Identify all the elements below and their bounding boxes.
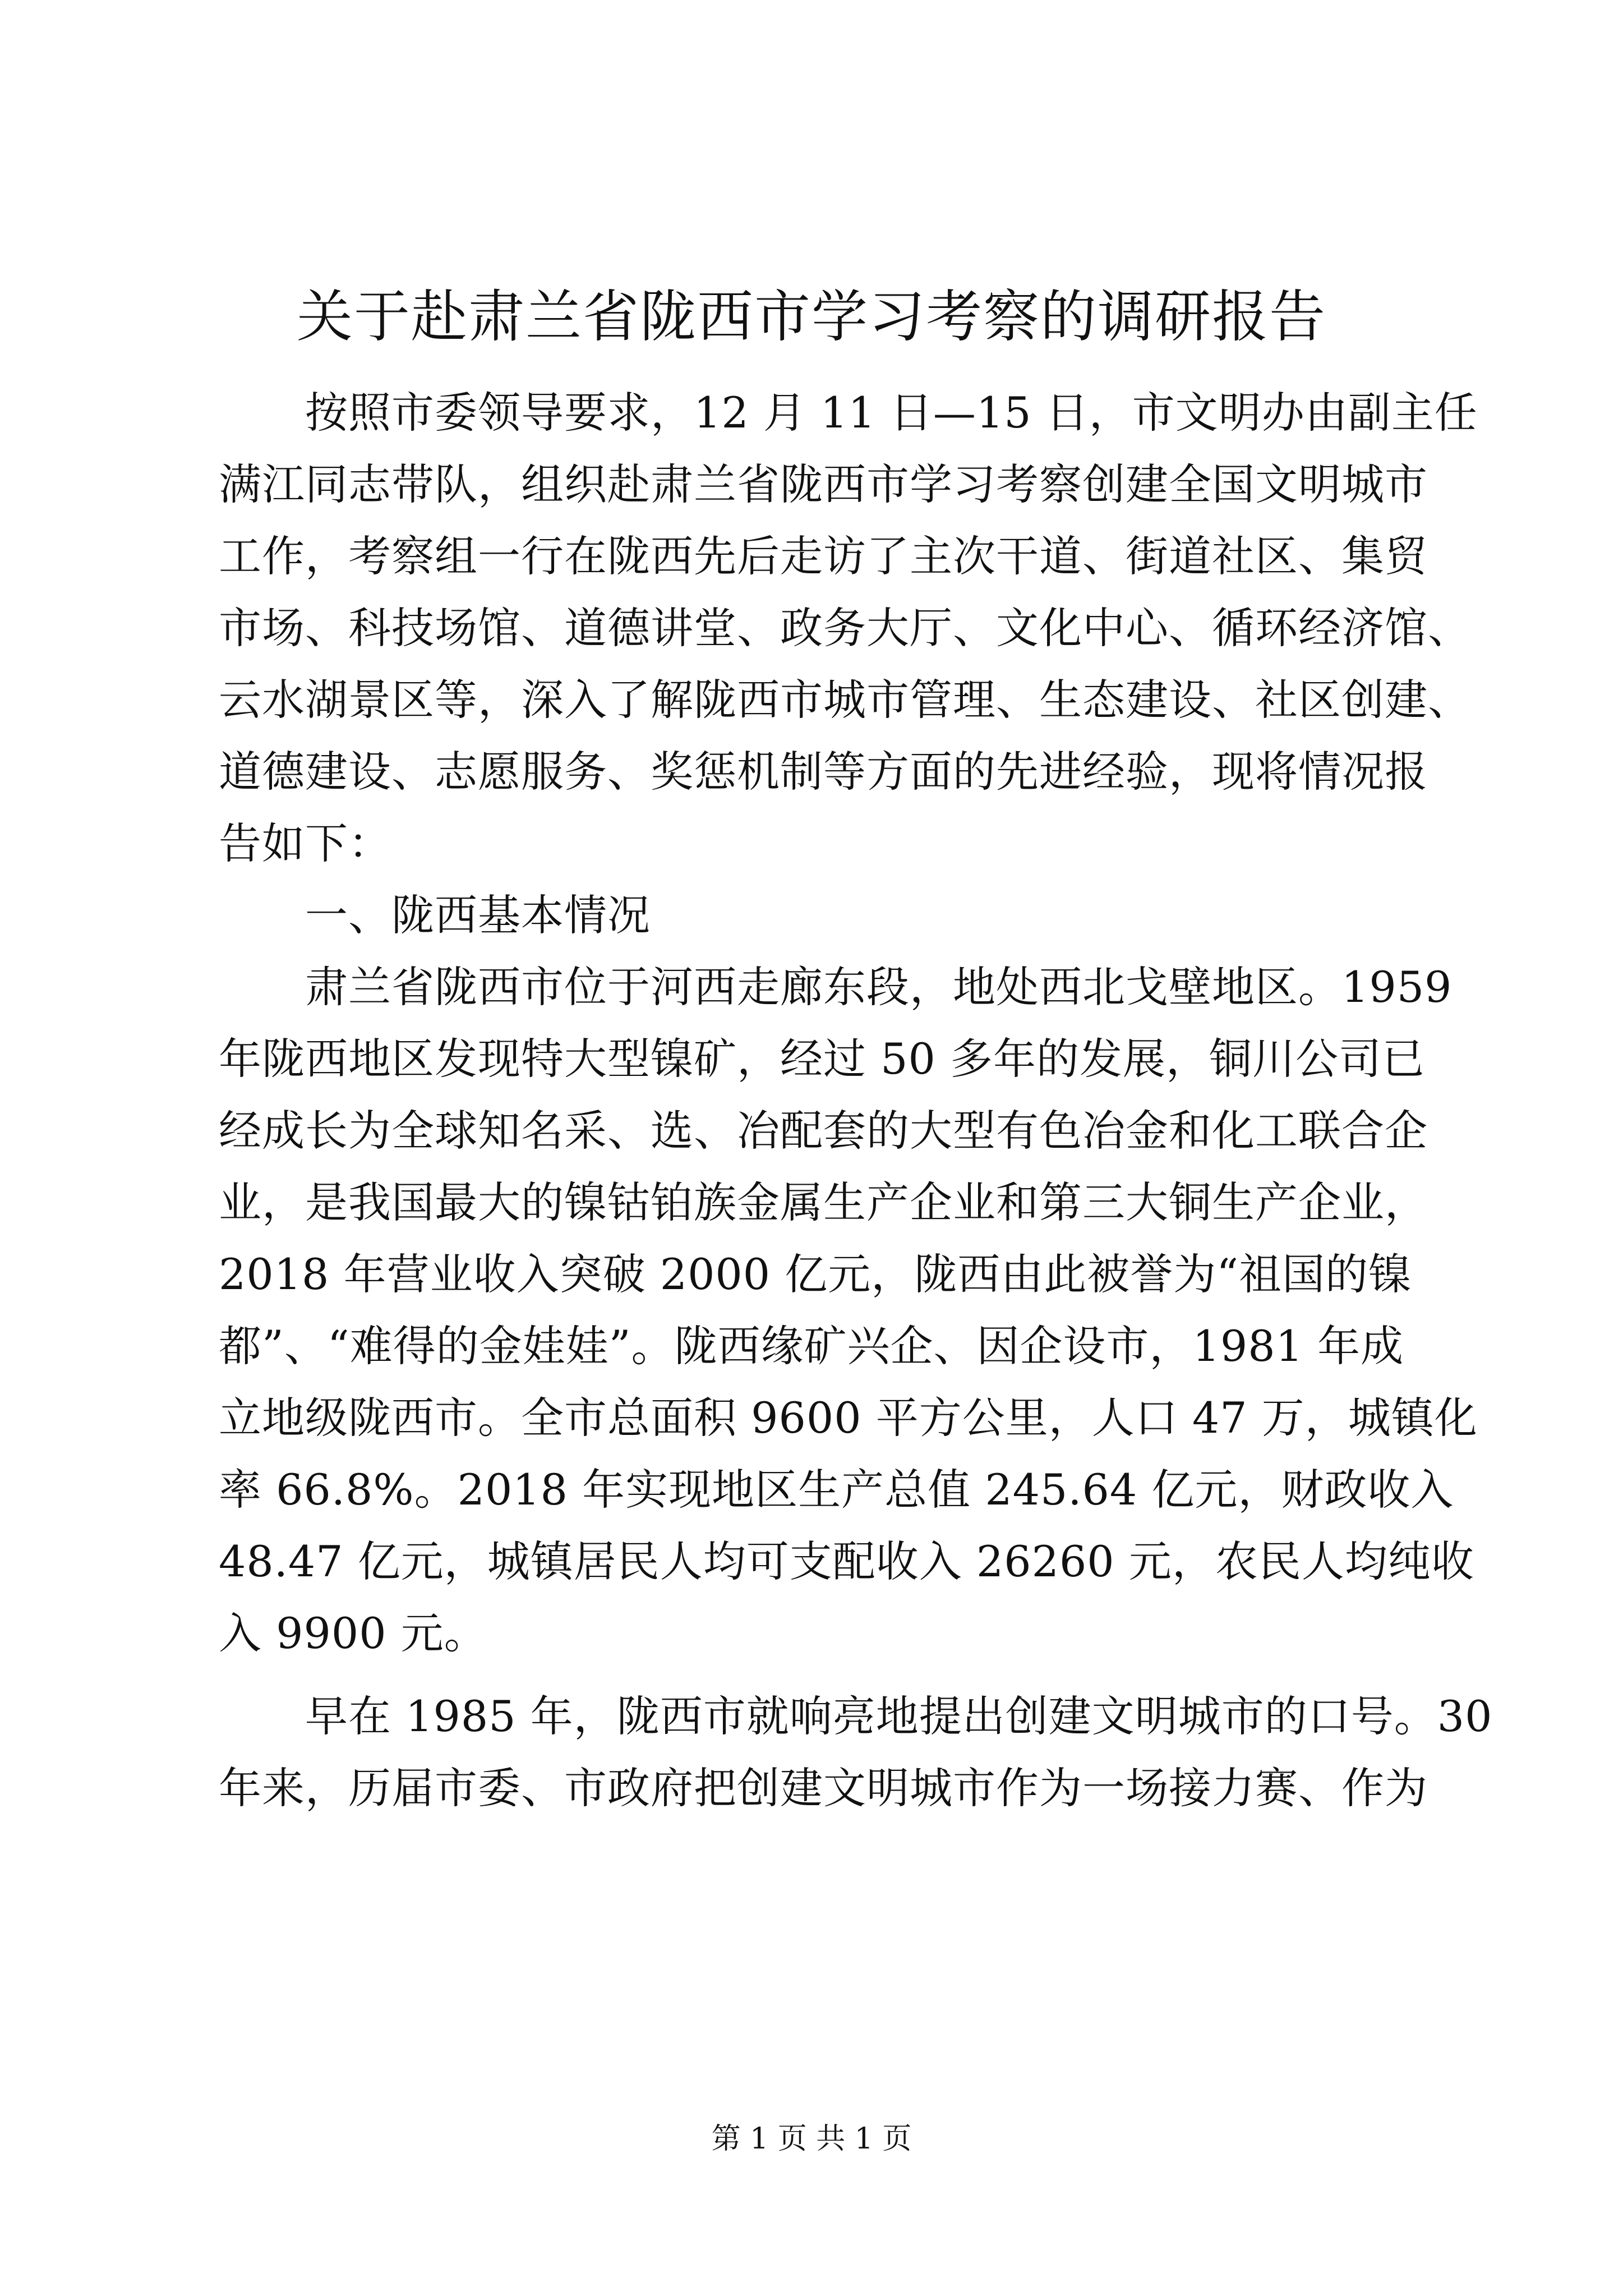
paragraph-line: 48.47 亿元，城镇居民人均可支配收入 26260 元，农民人均纯收 xyxy=(219,1536,1474,1586)
paragraph-line: 年来，历届市委、市政府把创建文明城市作为一场接力赛、作为 xyxy=(219,1763,1428,1813)
paragraph-line: 都”、“难得的金娃娃”。陇西缘矿兴企、因企设市，1981 年成 xyxy=(219,1321,1404,1371)
paragraph-line: 入 9900 元。 xyxy=(219,1608,487,1658)
paragraph-gap xyxy=(219,1669,1419,1681)
paragraph-line: 按照市委领导要求，12 月 11 日—15 日，市文明办由副主任 xyxy=(219,388,1478,438)
document-title: 关于赴肃兰省陇西市学习考察的调研报告 xyxy=(297,284,1326,349)
paragraph-line: 满江同志带队，组织赴肃兰省陇西市学习考察创建全国文明城市 xyxy=(219,459,1428,509)
paragraph-line: 率 66.8%。2018 年实现地区生产总值 245.64 亿元，财政收入 xyxy=(219,1465,1454,1515)
paragraph-line: 2018 年营业收入突破 2000 亿元，陇西由此被誉为“祖国的镍 xyxy=(219,1249,1412,1299)
paragraph-line: 市场、科技场馆、道德讲堂、政务大厅、文化中心、循环经济馆、 xyxy=(219,603,1471,653)
paragraph-line: 早在 1985 年，陇西市就响亮地提出创建文明城市的口号。30 xyxy=(219,1691,1493,1741)
paragraph-line: 立地级陇西市。全市总面积 9600 平方公里，人口 47 万，城镇化 xyxy=(219,1393,1478,1443)
paragraph-line: 道德建设、志愿服务、奖惩机制等方面的先进经验，现将情况报 xyxy=(219,747,1428,797)
paragraph-line: 年陇西地区发现特大型镍矿，经过 50 多年的发展，铜川公司已 xyxy=(219,1034,1426,1084)
paragraph-line: 经成长为全球知名采、选、冶配套的大型有色冶金和化工联合企 xyxy=(219,1106,1428,1156)
document-body xyxy=(219,377,1493,1824)
paragraph-line: 云水湖景区等，深入了解陇西市城市管理、生态建设、社区创建、 xyxy=(219,675,1471,725)
paragraph-line: 告如下： xyxy=(219,818,391,868)
paragraph-line: 业，是我国最大的镍钴铂族金属生产企业和第三大铜生产企业， xyxy=(219,1177,1428,1227)
paragraph-line: 工作，考察组一行在陇西先后走访了主次干道、街道社区、集贸 xyxy=(219,531,1428,581)
page-footer: 第 1 页 共 1 页 xyxy=(711,2122,912,2156)
section-heading: 一、陇西基本情况 xyxy=(219,890,651,940)
paragraph-line: 肃兰省陇西市位于河西走廊东段，地处西北戈壁地区。1959 xyxy=(219,962,1453,1012)
